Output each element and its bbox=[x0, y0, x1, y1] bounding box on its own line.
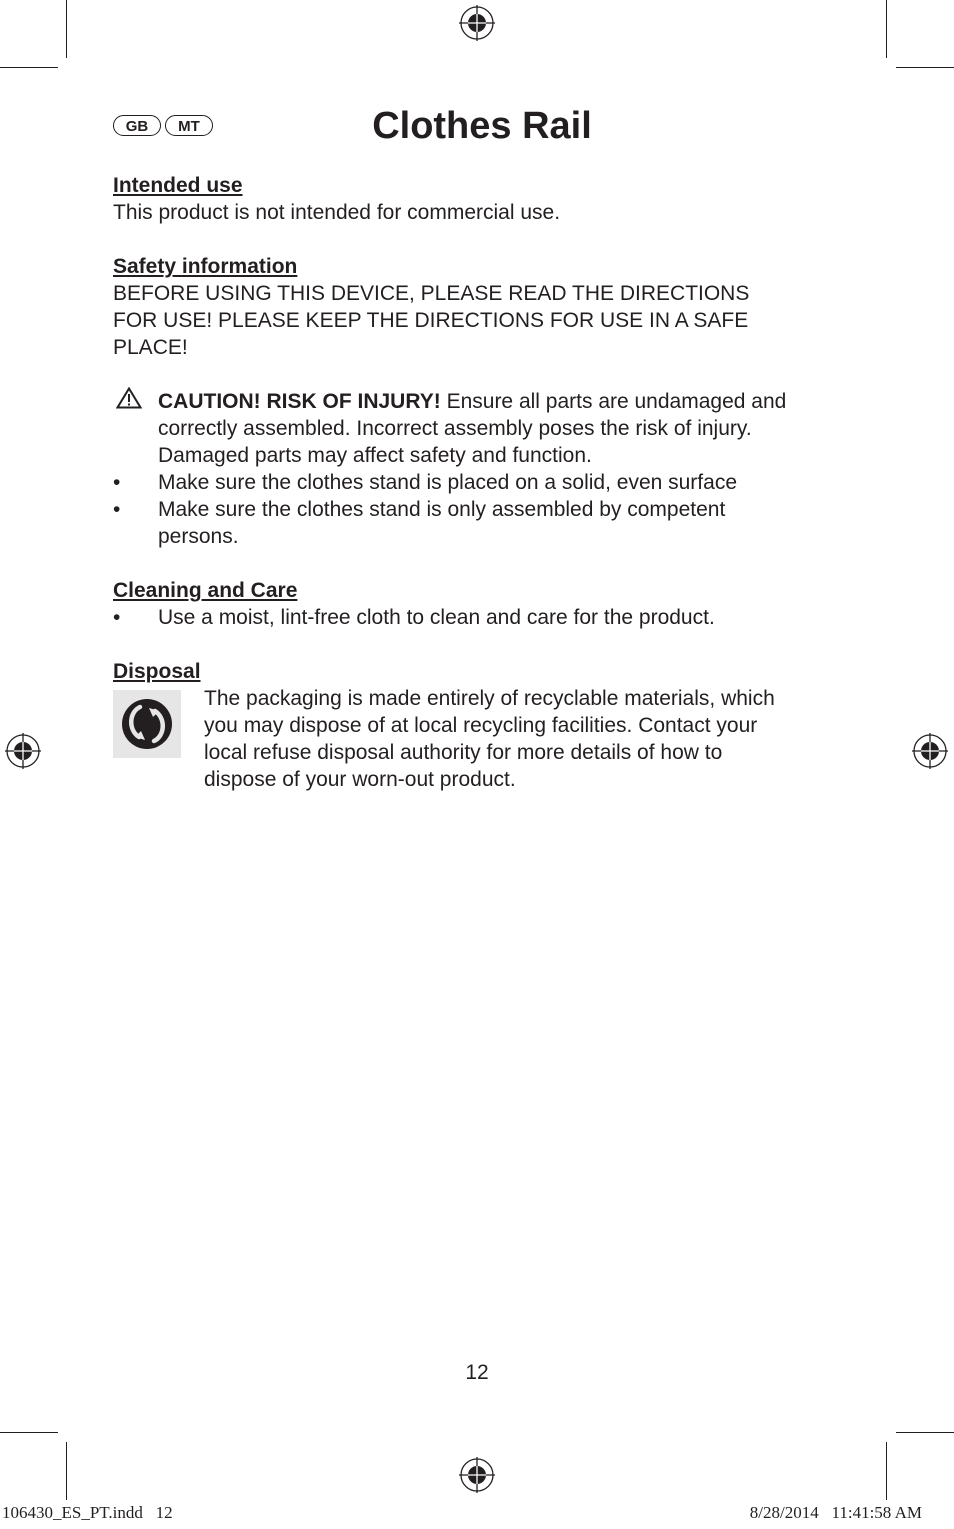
safety-text-line: FOR USE! PLEASE KEEP THE DIRECTIONS FOR USE IN A SAFE bbox=[113, 309, 749, 332]
registration-mark-icon bbox=[459, 1457, 495, 1493]
disposal-text-line: dispose of your worn-out product. bbox=[204, 768, 516, 791]
caution-text-line: correctly assembled. Incorrect assembly poses the risk of injury. bbox=[158, 417, 752, 440]
green-dot-recycling-icon bbox=[113, 690, 181, 758]
disposal-heading: Disposal bbox=[113, 660, 201, 683]
bullet-marker: • bbox=[113, 606, 121, 629]
crop-mark bbox=[886, 0, 887, 58]
page-title: Clothes Rail bbox=[372, 105, 592, 147]
footer-file-name: 106430_ES_PT.indd 12 bbox=[2, 1503, 173, 1522]
safety-heading: Safety information bbox=[113, 255, 298, 278]
registration-mark-icon bbox=[459, 5, 495, 41]
bullet-marker: • bbox=[113, 498, 121, 521]
registration-mark-icon bbox=[912, 733, 948, 769]
safety-bullet-item-continued: persons. bbox=[158, 525, 239, 548]
caution-text-line: Damaged parts may affect safety and function. bbox=[158, 444, 592, 467]
disposal-text-line: The packaging is made entirely of recyclable materials, which bbox=[204, 687, 775, 710]
registration-mark-icon bbox=[5, 733, 41, 769]
disposal-text-line: local refuse disposal authority for more details of how to bbox=[204, 741, 723, 764]
disposal-text-line: you may dispose of at local recycling facilities. Contact your bbox=[204, 714, 758, 737]
crop-mark bbox=[0, 67, 58, 68]
cleaning-heading: Cleaning and Care bbox=[113, 579, 298, 602]
warning-triangle-icon bbox=[116, 387, 142, 409]
crop-mark bbox=[886, 1442, 887, 1500]
crop-mark bbox=[0, 1432, 58, 1433]
language-badge-gb: GB bbox=[113, 115, 161, 136]
page-number: 12 bbox=[465, 1361, 489, 1384]
bullet-marker: • bbox=[113, 471, 121, 494]
caution-text: Ensure all parts are undamaged and bbox=[446, 390, 787, 413]
crop-mark bbox=[66, 1442, 67, 1500]
footer-timestamp: 8/28/2014 11:41:58 AM bbox=[749, 1503, 922, 1522]
safety-bullet-item: Make sure the clothes stand is only assembled by competent bbox=[158, 498, 726, 521]
intended-use-heading: Intended use bbox=[113, 174, 243, 197]
safety-text-line: BEFORE USING THIS DEVICE, PLEASE READ THE DIRECTIONS bbox=[113, 282, 750, 305]
crop-mark bbox=[896, 67, 954, 68]
intended-use-text: This product is not intended for commercial use. bbox=[113, 201, 561, 224]
safety-bullet-item: Make sure the clothes stand is placed on a solid, even surface bbox=[158, 471, 737, 494]
language-badge-mt: MT bbox=[165, 115, 213, 136]
caution-label: CAUTION! RISK OF INJURY! bbox=[158, 390, 441, 413]
safety-text-line: PLACE! bbox=[113, 336, 188, 359]
crop-mark bbox=[896, 1432, 954, 1433]
crop-mark bbox=[66, 0, 67, 58]
caution-line bbox=[158, 388, 786, 415]
cleaning-bullet-item: Use a moist, lint-free cloth to clean and care for the product. bbox=[158, 606, 715, 629]
